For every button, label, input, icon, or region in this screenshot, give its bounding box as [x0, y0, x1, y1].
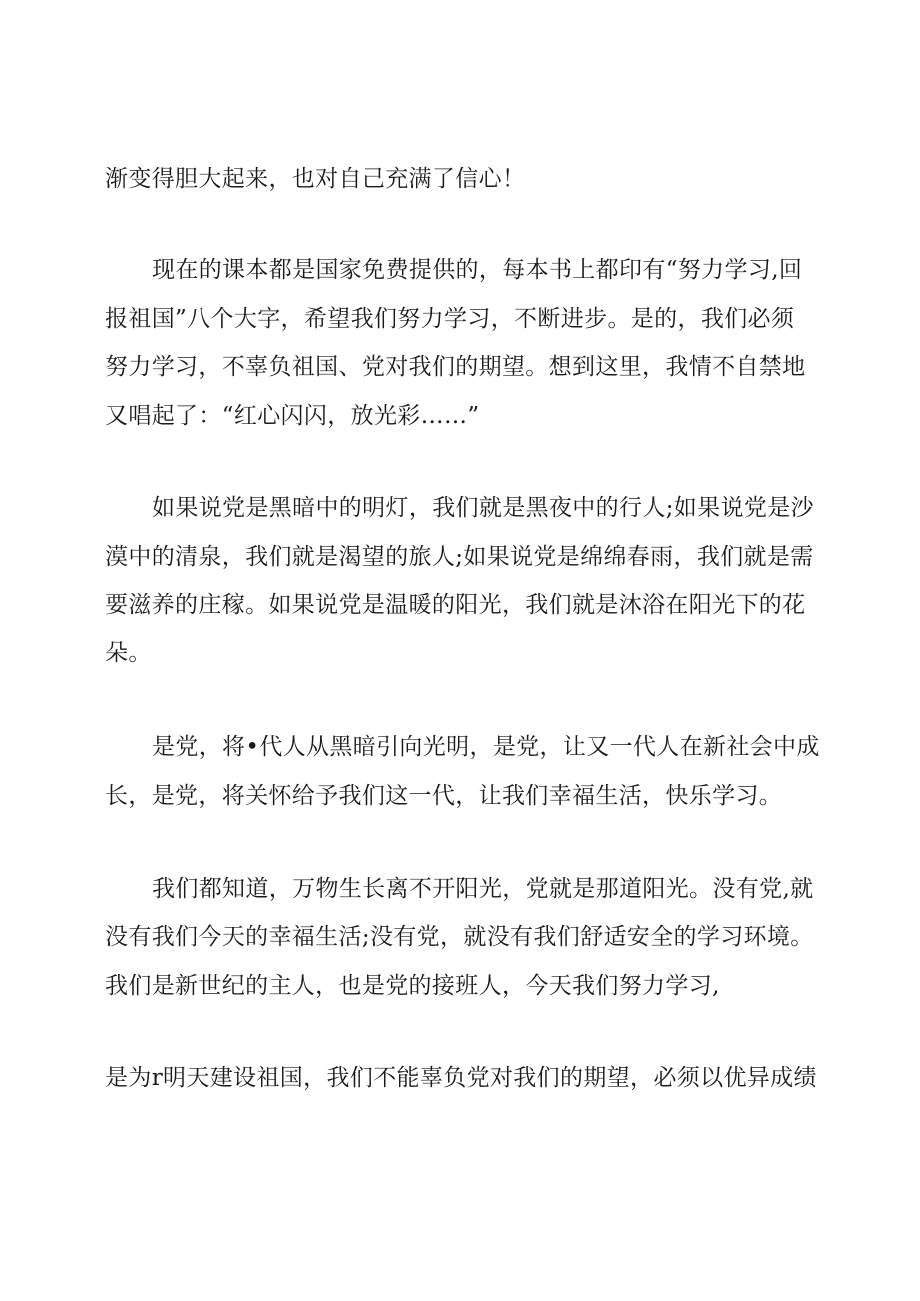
paragraph-3-line-3: 要滋养的庄稼。如果说党是温暖的阳光，我们就是沐浴在阳光下的花 — [105, 592, 806, 618]
paragraph-3-line-2: 漠中的清泉，我们就是渴望的旅人;如果说党是绵绵春雨，我们就是需 — [105, 544, 814, 570]
paragraph-2-line-2: 报祖国”八个大字，希望我们努力学习，不断进步。是的，我们必须 — [105, 306, 795, 332]
paragraph-2-line-4: 又唱起了：“红心闪闪，放光彩……” — [105, 403, 480, 429]
paragraph-6-line-1: 是为r明天建设祖国，我们不能辜负党对我们的期望，必须以优异成绩 — [105, 1065, 817, 1091]
paragraph-5-line-2: 没有我们今天的幸福生活;没有党，就没有我们舒适安全的学习环境。 — [105, 924, 814, 950]
paragraph-5-line-1: 我们都知道，万物生长离不开阳光，党就是那道阳光。没有党,就 — [152, 876, 814, 902]
paragraph-3-line-1: 如果说党是黑暗中的明灯，我们就是黑夜中的行人;如果说党是沙 — [152, 495, 814, 521]
paragraph-4-line-1: 是党，将•代人从黑暗引向光明，是党，让又一代人在新社会中成 — [152, 734, 820, 760]
paragraph-3-line-4: 朵。 — [105, 640, 152, 666]
paragraph-5-line-3: 我们是新世纪的主人，也是党的接班人，今天我们努力学习, — [105, 973, 720, 999]
paragraph-2-line-3: 努力学习，不辜负祖国、党对我们的期望。想到这里，我情不自禁地 — [105, 354, 806, 380]
paragraph-2-line-1: 现在的课本都是国家免费提供的，每本书上都印有“努力学习,回 — [152, 257, 803, 283]
paragraph-1-line-1: 渐变得胆大起来，也对自己充满了信心！ — [105, 166, 526, 192]
paragraph-4-line-2: 长，是党，将关怀给予我们这一代，让我们幸福生活，快乐学习。 — [105, 783, 783, 809]
